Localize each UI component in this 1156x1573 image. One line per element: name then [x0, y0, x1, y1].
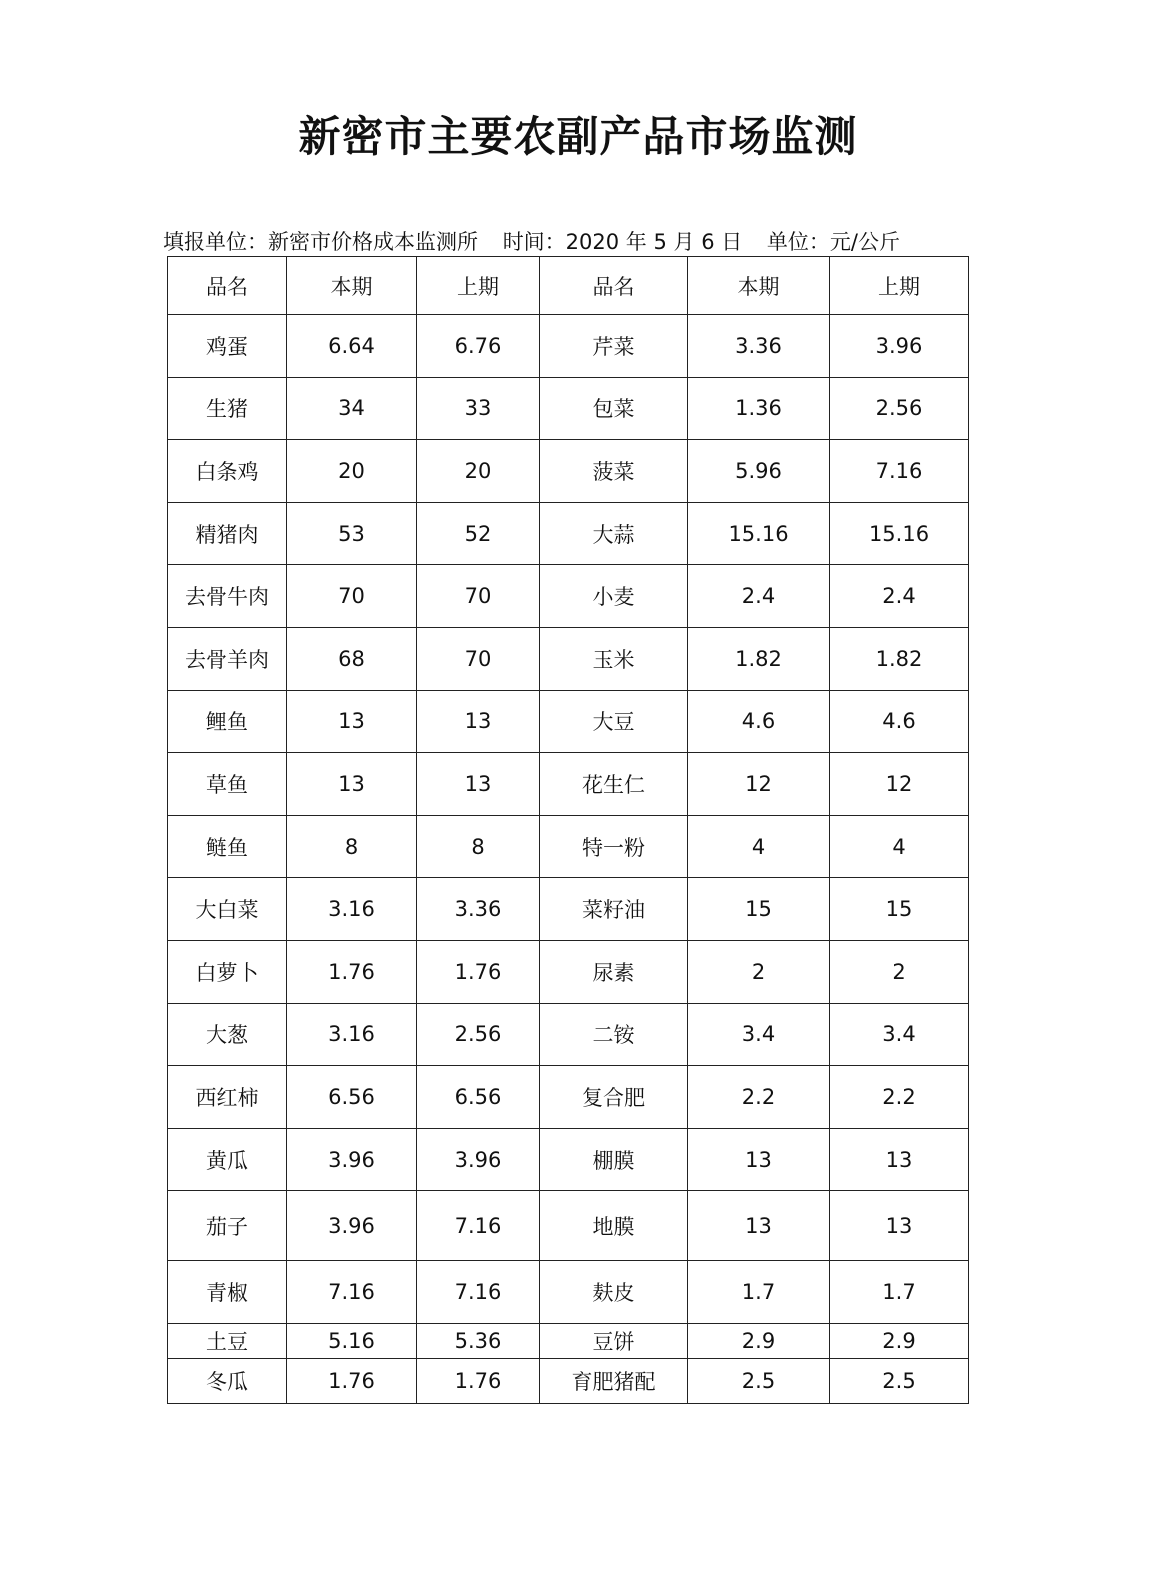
table-cell: 6.64 — [287, 315, 417, 378]
table-cell: 3.96 — [287, 1191, 417, 1261]
table-cell: 大葱 — [168, 1003, 287, 1066]
header-previous-period-2: 上期 — [830, 257, 969, 315]
table-cell: 7.16 — [830, 440, 969, 503]
table-cell: 草鱼 — [168, 753, 287, 816]
table-cell: 去骨羊肉 — [168, 627, 287, 690]
table-row — [168, 815, 969, 878]
table-cell: 70 — [287, 565, 417, 628]
table-row — [168, 1128, 969, 1191]
table-cell: 土豆 — [168, 1323, 287, 1358]
table-cell: 12 — [688, 753, 830, 816]
table-cell: 15.16 — [688, 502, 830, 565]
table-cell: 7.16 — [287, 1261, 417, 1324]
table-cell: 13 — [688, 1128, 830, 1191]
table-cell: 西红柿 — [168, 1066, 287, 1129]
price-table — [167, 256, 969, 1404]
table-cell: 鲢鱼 — [168, 815, 287, 878]
table-row — [168, 1066, 969, 1129]
table-cell: 3.36 — [417, 878, 540, 941]
table-cell: 3.16 — [287, 1003, 417, 1066]
table-row — [168, 377, 969, 440]
table-cell: 15 — [830, 878, 969, 941]
table-cell: 菜籽油 — [540, 878, 688, 941]
table-cell: 3.96 — [417, 1128, 540, 1191]
table-cell: 13 — [417, 753, 540, 816]
table-cell: 2.2 — [688, 1066, 830, 1129]
table-cell: 鲤鱼 — [168, 690, 287, 753]
page-title: 新密市主要农副产品市场监测 — [298, 112, 858, 161]
table-row — [168, 753, 969, 816]
table-cell: 13 — [287, 753, 417, 816]
table-cell: 6.56 — [287, 1066, 417, 1129]
table-row — [168, 315, 969, 378]
table-cell: 青椒 — [168, 1261, 287, 1324]
table-cell: 6.56 — [417, 1066, 540, 1129]
table-cell: 1.76 — [287, 940, 417, 1003]
table-cell: 6.76 — [417, 315, 540, 378]
header-product-name: 品名 — [168, 257, 287, 315]
report-meta — [163, 226, 983, 256]
table-cell: 大豆 — [540, 690, 688, 753]
table-cell: 菠菜 — [540, 440, 688, 503]
table-cell: 小麦 — [540, 565, 688, 628]
table-cell: 2 — [688, 940, 830, 1003]
table-row — [168, 1323, 969, 1358]
table-cell: 3.4 — [830, 1003, 969, 1066]
table-cell: 玉米 — [540, 627, 688, 690]
table-cell: 1.7 — [688, 1261, 830, 1324]
table-cell: 鸡蛋 — [168, 315, 287, 378]
table-cell: 34 — [287, 377, 417, 440]
header-previous-period: 上期 — [417, 257, 540, 315]
table-row — [168, 502, 969, 565]
table-cell: 2 — [830, 940, 969, 1003]
table-cell: 生猪 — [168, 377, 287, 440]
table-cell: 13 — [417, 690, 540, 753]
table-cell: 冬瓜 — [168, 1358, 287, 1403]
table-row — [168, 565, 969, 628]
table-cell: 二铵 — [540, 1003, 688, 1066]
table-cell: 2.5 — [830, 1358, 969, 1403]
table-cell: 33 — [417, 377, 540, 440]
table-cell: 麸皮 — [540, 1261, 688, 1324]
price-unit: 单位：元/公斤 — [766, 230, 900, 254]
table-cell: 2.5 — [688, 1358, 830, 1403]
table-cell: 芹菜 — [540, 315, 688, 378]
table-cell: 3.96 — [287, 1128, 417, 1191]
table-cell: 5.36 — [417, 1323, 540, 1358]
table-cell: 花生仁 — [540, 753, 688, 816]
table-row — [168, 1191, 969, 1261]
table-row — [168, 1358, 969, 1403]
table-row — [168, 690, 969, 753]
table-cell: 棚膜 — [540, 1128, 688, 1191]
table-cell: 2.4 — [830, 565, 969, 628]
table-cell: 8 — [417, 815, 540, 878]
table-cell: 1.36 — [688, 377, 830, 440]
table-cell: 68 — [287, 627, 417, 690]
table-cell: 复合肥 — [540, 1066, 688, 1129]
table-cell: 2.56 — [830, 377, 969, 440]
table-cell: 3.96 — [830, 315, 969, 378]
table-cell: 2.4 — [688, 565, 830, 628]
table-cell: 黄瓜 — [168, 1128, 287, 1191]
table-cell: 地膜 — [540, 1191, 688, 1261]
table-cell: 13 — [830, 1128, 969, 1191]
table-row — [168, 1261, 969, 1324]
reporting-unit: 填报单位：新密市价格成本监测所 — [163, 230, 478, 254]
table-cell: 70 — [417, 565, 540, 628]
report-date: 时间：2020 年 5 月 6 日 — [502, 230, 743, 254]
table-cell: 3.36 — [688, 315, 830, 378]
table-cell: 包菜 — [540, 377, 688, 440]
table-cell: 1.82 — [688, 627, 830, 690]
table-cell: 白条鸡 — [168, 440, 287, 503]
table-cell: 7.16 — [417, 1191, 540, 1261]
table-cell: 20 — [417, 440, 540, 503]
table-cell: 13 — [287, 690, 417, 753]
table-cell: 7.16 — [417, 1261, 540, 1324]
table-cell: 12 — [830, 753, 969, 816]
header-current-period: 本期 — [287, 257, 417, 315]
table-row — [168, 940, 969, 1003]
table-cell: 15.16 — [830, 502, 969, 565]
header-product-name-2: 品名 — [540, 257, 688, 315]
header-current-period-2: 本期 — [688, 257, 830, 315]
table-cell: 5.16 — [287, 1323, 417, 1358]
table-cell: 4 — [688, 815, 830, 878]
table-cell: 2.2 — [830, 1066, 969, 1129]
table-cell: 精猪肉 — [168, 502, 287, 565]
table-row — [168, 878, 969, 941]
table-cell: 豆饼 — [540, 1323, 688, 1358]
table-cell: 茄子 — [168, 1191, 287, 1261]
table-cell: 5.96 — [688, 440, 830, 503]
table-cell: 52 — [417, 502, 540, 565]
table-row — [168, 440, 969, 503]
table-cell: 4.6 — [688, 690, 830, 753]
table-cell: 3.16 — [287, 878, 417, 941]
table-cell: 育肥猪配 — [540, 1358, 688, 1403]
table-cell: 4.6 — [830, 690, 969, 753]
table-cell: 53 — [287, 502, 417, 565]
table-cell: 1.7 — [830, 1261, 969, 1324]
table-cell: 2.56 — [417, 1003, 540, 1066]
table-header-row — [168, 257, 969, 315]
table-cell: 15 — [688, 878, 830, 941]
table-cell: 13 — [688, 1191, 830, 1261]
table-cell: 大白菜 — [168, 878, 287, 941]
table-cell: 3.4 — [688, 1003, 830, 1066]
table-cell: 1.76 — [417, 1358, 540, 1403]
table-row — [168, 627, 969, 690]
table-cell: 13 — [830, 1191, 969, 1261]
table-cell: 4 — [830, 815, 969, 878]
table-cell: 1.76 — [417, 940, 540, 1003]
table-cell: 1.76 — [287, 1358, 417, 1403]
table-cell: 20 — [287, 440, 417, 503]
table-cell: 1.82 — [830, 627, 969, 690]
table-cell: 8 — [287, 815, 417, 878]
table-cell: 尿素 — [540, 940, 688, 1003]
table-row — [168, 1003, 969, 1066]
table-cell: 2.9 — [830, 1323, 969, 1358]
table-cell: 2.9 — [688, 1323, 830, 1358]
table-cell: 特一粉 — [540, 815, 688, 878]
table-cell: 白萝卜 — [168, 940, 287, 1003]
table-cell: 70 — [417, 627, 540, 690]
table-cell: 大蒜 — [540, 502, 688, 565]
table-cell: 去骨牛肉 — [168, 565, 287, 628]
